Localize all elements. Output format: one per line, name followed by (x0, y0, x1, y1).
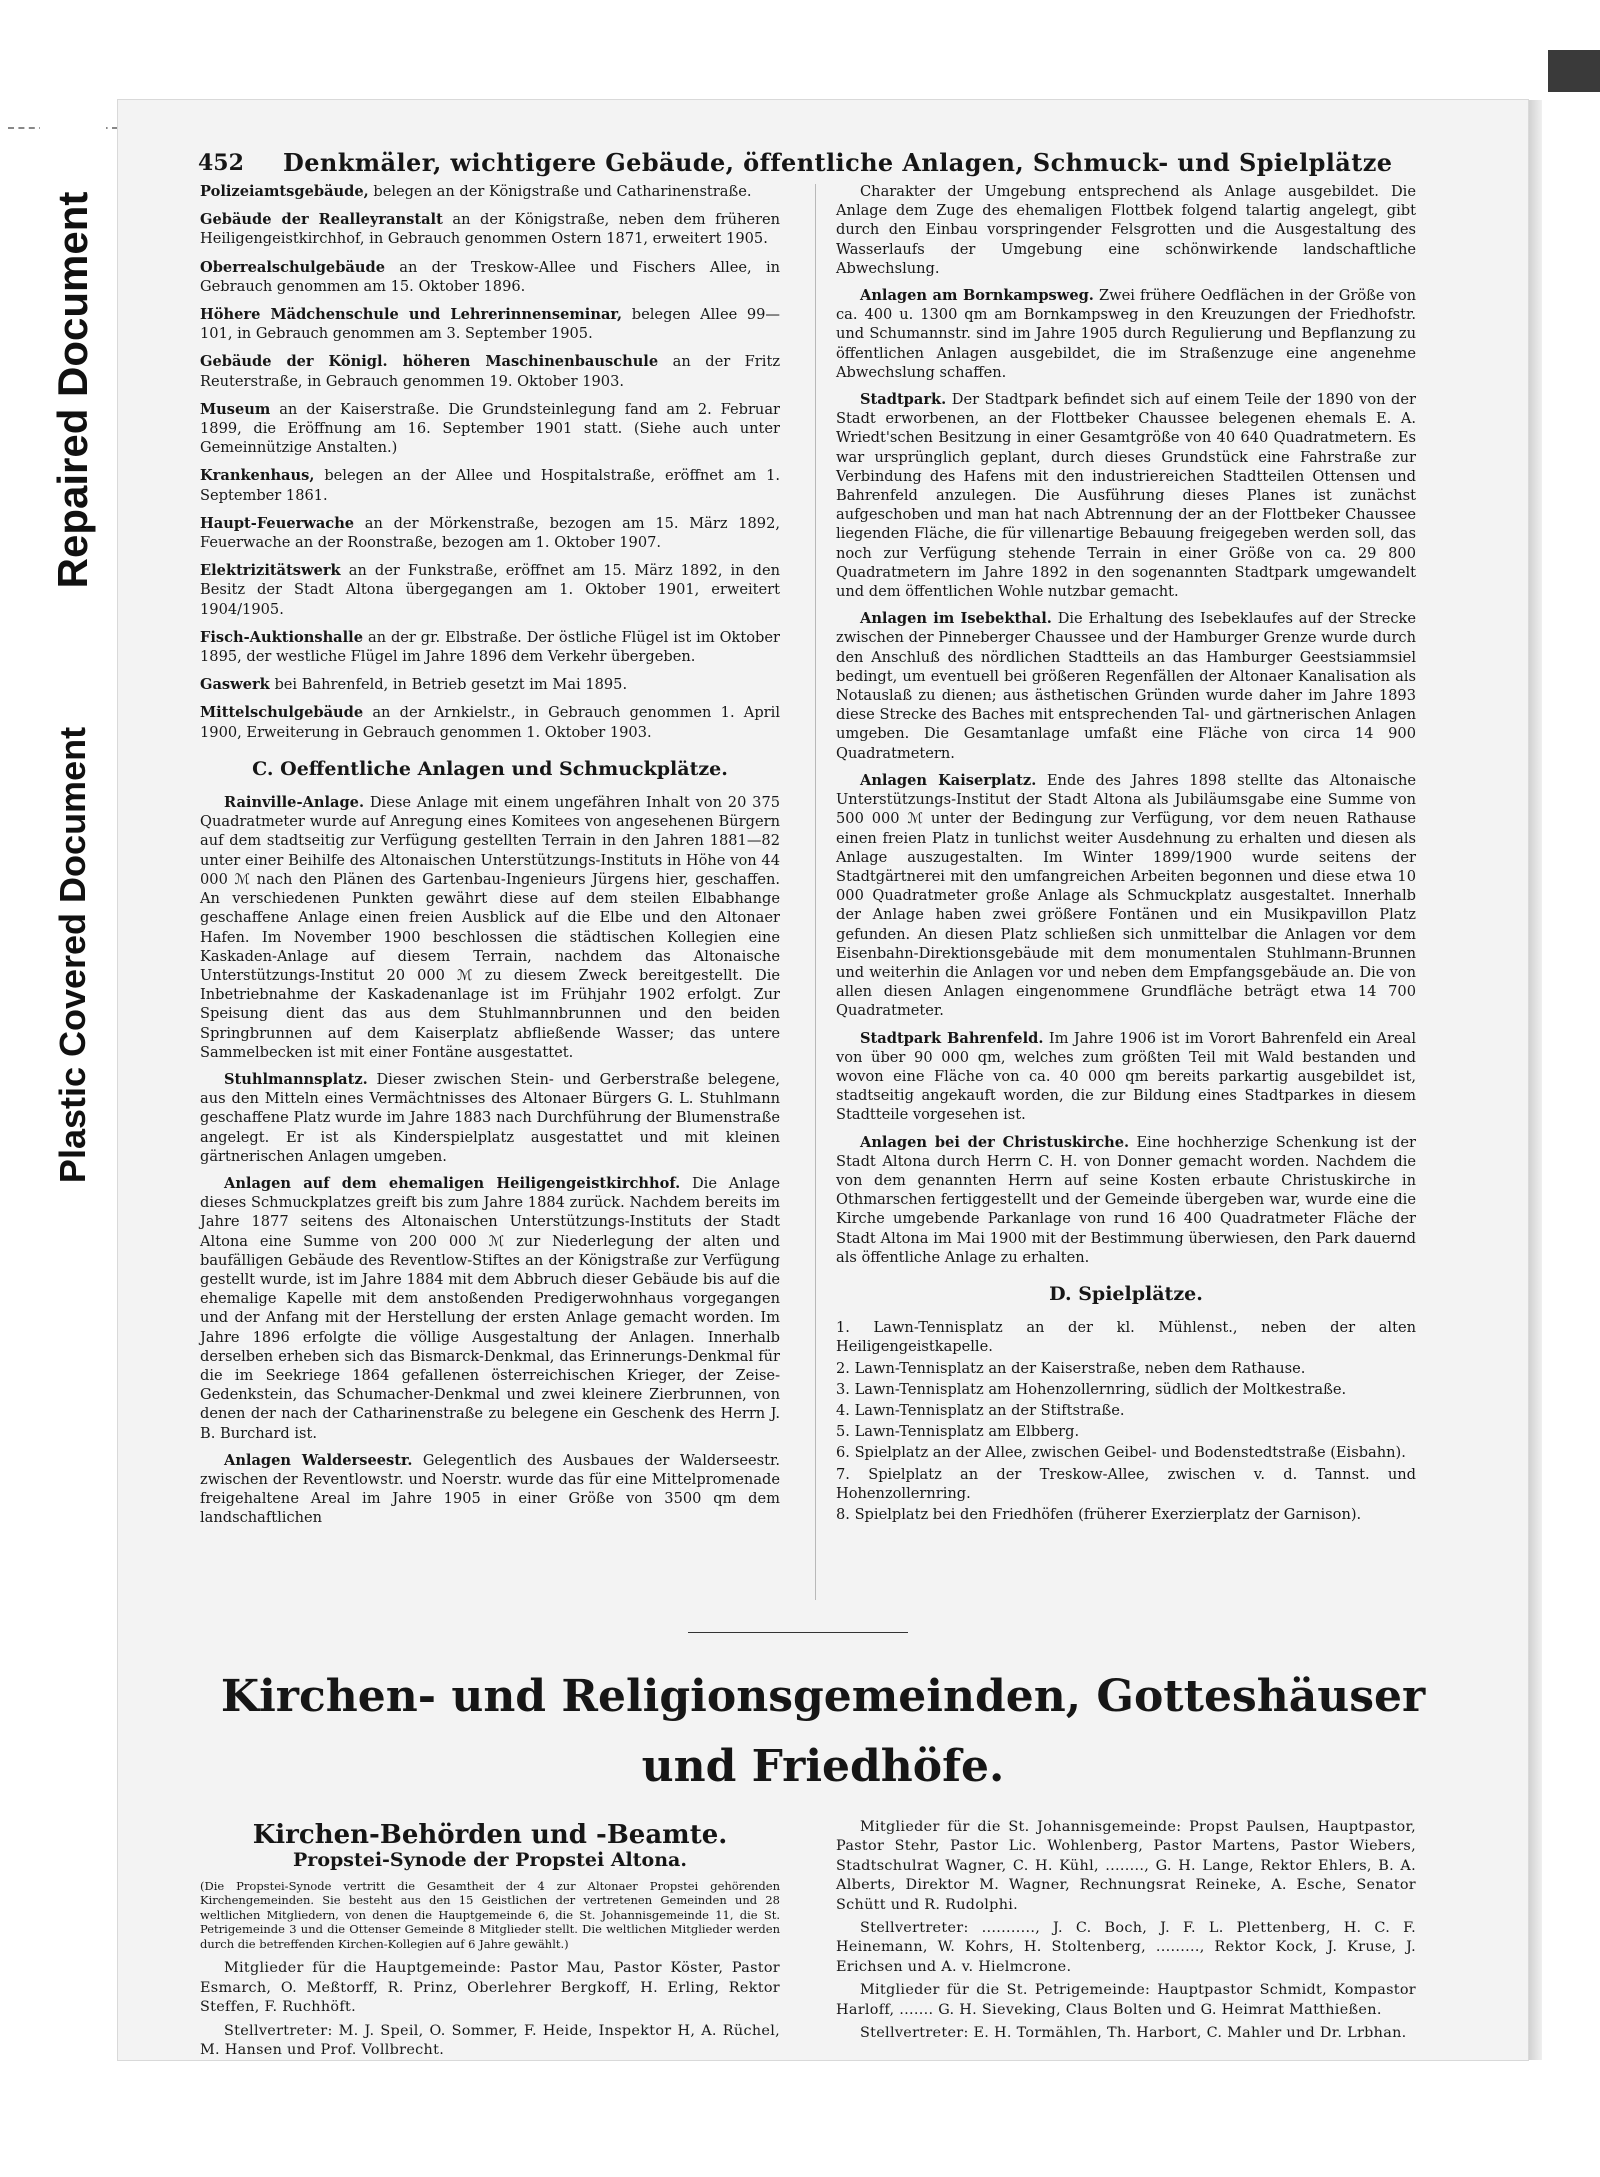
anlage-paragraph-head: Anlagen am Bornkampsweg. (860, 287, 1094, 305)
building-entry (200, 182, 780, 201)
anlage-paragraph-head: Anlagen Kaiserplatz. (860, 771, 1037, 789)
subheading-authorities: Kirchen-Behörden und -Beamte. (252, 1820, 728, 1850)
building-entry-text: an der Arnkielstr., in Gebrauch genommen 1. April 1900, Erweiterung in Gebrauch genommen 1. Oktober 1903. (200, 704, 780, 741)
building-entry-head: Krankenhaus, (200, 467, 315, 485)
plastic-covered-label: Plastic Covered Document (52, 726, 93, 1184)
playground-item: 8. Spielplatz bei den Friedhöfen (früherer Exerzierplatz der Garnison). (836, 1506, 1362, 1523)
building-entry-text: an der Kaiserstraße. Die Grundsteinlegung fand am 2. Februar 1899, die Eröffnung am 16. September 1901 statt. (Siehe auch unter Gemeinnützige Anstalten.) (200, 400, 781, 457)
building-entry (200, 628, 780, 666)
anlage-paragraph (836, 771, 1416, 1021)
building-entry-head: Polizeiamtsgebäude, (200, 183, 369, 200)
right-column (836, 182, 1416, 1526)
anlagen-paragraphs (836, 182, 1416, 1267)
page-header (198, 144, 1448, 180)
playground-item: 1. Lawn-Tennisplatz an der kl. Mühlenst., neben der alten Heiligengeistkapelle. (836, 1319, 1416, 1356)
building-entries (200, 182, 780, 742)
building-entry-head: Haupt-Feuerwache (200, 514, 355, 532)
section-rule (688, 1632, 908, 1633)
member-list: Mitglieder für die Hauptgemeinde: Pastor Mau, Pastor Köster, Pastor Esmarch, O. Meßtorff, R. Prinz, Oberlehrer Bergkoff, H. Erling, Rektor Steffen, F. Ruchhöft. (200, 1960, 780, 2016)
chapter-title-line-2: und Friedhöfe. (641, 1741, 1005, 1792)
anlage-paragraph (836, 286, 1416, 382)
left-column (200, 182, 780, 1536)
building-entry-text: belegen an der Königstraße und Catharinenstraße. (373, 183, 752, 200)
playground-item: 7. Spielplatz an der Treskow-Allee, zwischen v. d. Tannst. und Hohenzollernring. (836, 1465, 1416, 1502)
bottom-right-column (836, 1818, 1416, 2047)
anlage-paragraph-head: Anlagen im Isebekthal. (860, 610, 1052, 628)
building-entry-text: an der gr. Elbstraße. Der östliche Flügel ist im Oktober 1895, der westliche Flügel im Jahre 1896 dem Verkehr übergeben. (200, 628, 781, 666)
building-entry-text: bei Bahrenfeld, in Betrieb gesetzt im Mai 1895. (274, 676, 628, 694)
playground-item: 4. Lawn-Tennisplatz an der Stiftstraße. (836, 1401, 1125, 1419)
scan-background (0, 0, 1600, 50)
anlage-paragraph (200, 1451, 780, 1528)
anlage-paragraph (200, 1070, 780, 1166)
anlage-paragraph-text: Eine hochherzige Schenkung ist der Stadt Altona durch Herrn C. H. von Donner gemacht worden. Nachdem die von dem genannten Herrn auf seine Kosten erbaute Christuskirche in Othmarschen fertiggestellt und der Gemeinde übergeben war, wurde eine die Kirche umgebende Parkanlage von rund 16 400 Quadratmeter Fläche der Stadt Altona im Mai 1900 mit der Bestimmung überwiesen, den Park dauernd als öffentliche Anlage zu erhalten. (836, 1133, 1416, 1266)
member-list: Stellvertreter: E. H. Tormählen, Th. Harbort, C. Mahler und Dr. Lrbhan. (860, 2025, 1407, 2042)
chapter-title-line-1: Kirchen- und Religionsgemeinden, Gotteshäuser (220, 1671, 1426, 1722)
anlage-paragraph-head: Stadtpark Bahrenfeld. (860, 1029, 1044, 1047)
playground-item: 6. Spielplatz an der Allee, zwischen Geibel- und Bodenstedtstraße (Eisbahn). (836, 1444, 1406, 1462)
section-c-paragraphs (200, 793, 780, 1528)
anlage-paragraph (200, 1174, 780, 1443)
anlage-paragraph-text: Ende des Jahres 1898 stellte das Altonaische Unterstützungs-Institut der Stadt Altona als Jubiläumsgabe eine Summe von 500 000 ℳ unter der Bedingung zur Verfügung, vor dem neuen Rathause einen freien Platz in tunlichst weiter Ausdehnung zu erhalten und diesen als Anlage auszugestalten. Im Winter 1899/1900 wurde seitens der Stadtgärtnerei mit den umfangreichen Arbeiten begonnen und diese etwa 10 000 Quadratmeter große Anlage als Schmuckplatz ausgestaltet. Innerhalb der Anlage haben zwei größere Fontänen und ein Musikpavillon Platz gefunden. An diesen Platz schließen sich unmittelbar die Anlagen vor dem Eisenbahn-Direktionsgebäude mit dem monumentalen Stuhlmann-Brunnen und weiterhin die Anlagen vor und neben dem Empfangsgebäude an. Die von allen diesen Anlagen eingenommene Grundfläche beträgt etwa 14 700 Quadratmeter. (836, 771, 1416, 1020)
member-list: Mitglieder für die St. Petrigemeinde: Hauptpastor Schmidt, Kompastor Harloff, ....... G. H. Sieveking, Claus Bolten und G. Heimrat Matthießen. (836, 1982, 1416, 2018)
anlage-paragraph-text: Die Erhaltung des Isebeklaufes auf der Strecke zwischen der Pinneberger Chaussee und der Hamburger Grenze wurde durch den Anschluß des nördlichen Stadtteils an das Hamburger Geestsiammsiel bedingt, um eventuell bei größeren Regenfällen der Altonaer Kanalisation als Notauslaß zu dienen; aus ästhetischen Gründen wurde daher im Jahre 1893 diese Strecke des Baches mit entsprechenden Tal- und gärtnerischen Anlagen umgeben. Die Gesamtanlage umfaßt eine Fläche von circa 14 900 Quadratmetern. (836, 610, 1416, 762)
building-entry-head: Höhere Mädchenschule und Lehrerinnenseminar, (200, 306, 623, 324)
subheading-synod: Propstei-Synode der Propstei Altona. (293, 1849, 687, 1872)
page-number: 452 (198, 150, 244, 176)
right-members (836, 1818, 1416, 2043)
left-members (200, 1959, 780, 2060)
building-entry-text: an der Funkstraße, eröffnet am 15. März 1892, in den Besitz der Stadt Altona übergegangen am 1. Oktober 1901, erweitert 1904/1905. (200, 562, 781, 618)
anlage-paragraph-head: Stadtpark. (860, 391, 947, 409)
anlage-paragraph-text: Die Anlage dieses Schmuckplatzes greift bis zum Jahre 1884 zurück. Nachdem bereits im Jahre 1877 seitens des Altonaischen Unterstützungs-Instituts der Stadt Altona eine Summe von 200 000 ℳ zur Niederlegung der alten und baufälligen Gebäude des Reventlow-Stiftes an der Königstraße zur Verfügung gestellt wurde, ist im Jahre 1884 mit dem Abbruch dieser Gebäude bis auf die ehemalige Kapelle mit dem anstoßenden Predigerwohnhaus vorgegangen und der Anfang mit der Herstellung der ersten Anlage gemacht worden. Im Jahre 1896 erfolgte die völlige Ausgestaltung der Anlagen. Innerhalb derselben erheben sich das Bismarck-Denkmal, das Erinnerungs-Denkmal für die im Seekriege 1864 gefallenen österreichischen Krieger, der Zeise-Gedenkstein, das Schumacher-Denkmal und zwei kleinere Zierbrunnen, von denen der nach der Catharinenstraße zu belegene ein Geschenk des Herrn J. B. Burchard ist. (200, 1174, 780, 1442)
anlage-paragraph (836, 182, 1416, 278)
repaired-document-label: Repaired Document (49, 191, 96, 589)
member-list: Mitglieder für die St. Johannisgemeinde: Propst Paulsen, Hauptpastor, Pastor Stehr, Pastor Lic. Wohlenberg, Pastor Martens, Pastor Wiebers, Stadtschulrat Wagner, C. H. Kühl, ........, G. H. Lange, Rektor Ehlers, B. A. Alberts, Direktor M. Wagner, Rechnungsrat Reineke, A. Esche, Senator Schütt und R. Rudolphi. (836, 1819, 1416, 1913)
building-entry-head: Fisch-Auktionshalle (200, 628, 364, 646)
building-entry-text: an der Treskow-Allee und Fischers Allee, in Gebrauch genommen am 15. Oktober 1896. (200, 258, 781, 295)
plastic-covered-tab (40, 680, 106, 1230)
building-entry (200, 210, 780, 248)
building-entry-text: an der Fritz Reuterstraße, in Gebrauch genommen 19. Oktober 1903. (200, 353, 781, 390)
page-edge-shadow (1528, 100, 1542, 2060)
anlage-paragraph-text: Der Stadtpark befindet sich auf einem Teile der 1890 von der Stadt erworbenen, an der Flottbeker Chaussee belegenen ehemals E. A. Wriedt'schen Besitzung in einer Gesamtgröße von 40 640 Quadratmetern. Es war ursprünglich geplant, durch dieses Grundstück eine Fahrstraße zur Verbindung des Hafens mit den industriereichen Stadtteilen Ottensen und Bahrenfeld anzulegen. Die Ausführung dieses Planes ist zunächst aufgeschoben und man hat nach Abtrennung der an der Flottbeker Chaussee liegenden Fläche, die für villenartige Bebauung freigegeben werden soll, das noch zur Verfügung stehende Terrain in einer Größe von ca. 29 800 Quadratmetern im Jahre 1892 in den sogenannten Stadtpark umgewandelt und dem öffentlichen Wohle nutzbar gemacht. (836, 391, 1416, 601)
building-entry-head: Gebäude der Königl. höheren Maschinenbauschule (200, 353, 659, 371)
anlage-paragraph-text: Diese Anlage mit einem ungefähren Inhalt von 20 375 Quadratmeter wurde auf Anregung eines Komitees von angesehenen Bürgern auf dem stadtseitig zur Verfügung gestellten Terrain in den Jahren 1881—82 unter einer Beihilfe des Altonaischen Unterstützungs-Instituts in Höhe von 44 000 ℳ nach den Plänen des Gartenbau-Ingenieurs Jürgens hier, geschaffen. An verschiedenen Punkten gewährt diese auf dem steilen Elbabhange geschaffene Anlage einen freien Ausblick auf die Elbe und den Altonaer Hafen. Im November 1900 beschlossen die städtischen Kollegien eine Kaskaden-Anlage auf diesem Terrain, nachdem das Altonaische Unterstützungs-Institut 20 000 ℳ zu diesem Zweck bereitgestellt. Die Inbetriebnahme der Kaskadenanlage ist im Frühjahr 1902 erfolgt. Zur Speisung dient das aus dem Stuhlmannbrunnen und den beiden Springbrunnen auf dem Kaiserplatz abfließende Wasser; das untere Sammelbecken ist mit einer Fontäne ausgestattet. (200, 794, 781, 1061)
building-entry (200, 561, 780, 619)
anlage-paragraph (836, 1029, 1416, 1125)
anlage-paragraph (836, 1133, 1416, 1267)
building-entry-head: Gaswerk (200, 676, 270, 694)
scan-corner-mark (1548, 50, 1600, 92)
anlage-paragraph-head: Anlagen Walderseestr. (224, 1451, 413, 1469)
building-entry-head: Oberrealschulgebäude (200, 258, 385, 276)
anlage-paragraph (200, 793, 780, 1062)
column-divider (815, 184, 816, 1600)
anlage-paragraph-head: Anlagen bei der Christuskirche. (860, 1133, 1130, 1151)
bottom-left-column (200, 1818, 780, 2064)
anlage-paragraph-text: Dieser zwischen Stein- und Gerberstraße belegene, aus den Mitteln eines Vermächtnisses des Altonaer Bürgers G. L. Stuhlmann geschaffene Platz wurde im Jahre 1883 nach Durchführung der Blumenstraße angelegt. Er ist als Kinderspielplatz ausgestattet und mit kleinen gärtnerischen Anlagen umgeben. (200, 1070, 780, 1165)
building-entry-text: an der Mörkenstraße, bezogen am 15. März 1892, Feuerwache an der Roonstraße, bezogen am 1. Oktober 1907. (200, 514, 780, 552)
building-entry-head: Mittelschulgebäude (200, 704, 364, 722)
building-entry (200, 352, 780, 390)
repaired-document-tab (40, 120, 106, 660)
anlage-paragraph-text: Gelegentlich des Ausbaues der Walderseestr. zwischen der Reventlowstr. und Noerstr. wurde das für eine Mittelpromenade freigehaltene Areal im Jahre 1905 in einer Größe von 3500 qm dem landschaftlichen (200, 1451, 781, 1527)
building-entry-text: an der Königstraße, neben dem früheren Heiligengeistkirchhof, in Gebrauch genommen Ostern 1871, erweitert 1905. (200, 211, 781, 248)
member-list: Stellvertreter: M. J. Speil, O. Sommer, F. Heide, Inspektor H, A. Rüchel, M. Hansen und Prof. Vollbrecht. (200, 2022, 780, 2058)
building-entry-text: belegen an der Allee und Hospitalstraße, eröffnet am 1. September 1861. (200, 467, 780, 504)
anlage-paragraph-head: Anlagen auf dem ehemaligen Heiligengeistkirchhof. (224, 1174, 681, 1192)
building-entry (200, 675, 780, 694)
anlage-paragraph-text: Charakter der Umgebung entsprechend als Anlage ausgebildet. Die Anlage dem Zuge des ehemaligen Flottbek folgend talartig angelegt, gibt durch den Einbau vorspringender Felsgrotten und die Ausgestaltung des Wasserlaufs der Umgebung eine schönwirkende landschaftliche Abwechslung. (836, 183, 1416, 277)
member-list: Stellvertreter: ..........., J. C. Boch, J. F. L. Plettenberg, H. C. F. Heinemann, W. Kohrs, H. Stoltenberg, ........., Rektor Kock, J. Kruse, J. Erichsen und A. v. Hielmcrone. (836, 1920, 1416, 1975)
playground-item: 2. Lawn-Tennisplatz an der Kaiserstraße, neben dem Rathause. (836, 1359, 1306, 1377)
chapter-title (198, 1662, 1448, 1802)
anlage-paragraph-text: Zwei frühere Oedflächen in der Größe von ca. 400 u. 1300 qm am Bornkampsweg in den Kreuzungen der Friedhofstr. und Schumannstr. sind im Jahre 1905 durch Regulierung und Bepflanzung zu öffentlichen Anlagen ausgebildet, die im Straßenzuge eine angenehme Abwechslung schaffen. (836, 287, 1416, 381)
building-entry-head: Museum (200, 400, 271, 418)
building-entry (200, 258, 780, 296)
document-page (118, 100, 1528, 2060)
synod-note: (Die Propstei-Synode vertritt die Gesamtheit der 4 zur Altonaer Propstei gehörenden Kirchengemeinden. Sie besteht aus den 15 Geistlichen der vertretenen Gemeinden und 28 weltlichen Mitgliedern, von denen die Hauptgemeinde 6, die St. Johannisgemeinde 11, die St. Petrigemeinde 3 und die Ottenser Gemeinde 8 Mitglieder stellt. Die weltlichen Mitglieder werden durch die betreffenden Kirchen-Kollegien auf 6 Jahre gewählt.) (200, 1878, 780, 1951)
anlage-paragraph-text: Im Jahre 1906 ist im Vorort Bahrenfeld ein Areal von über 90 000 qm, welches zum größten Teil mit Wald bestanden und wovon eine Fläche von ca. 40 000 qm bereits parkartig ausgebildet ist, stadtseitig angekauft worden, die zur Bildung eines Stadtparkes in diesem Stadtteile vorgesehen ist. (836, 1029, 1417, 1124)
building-entry (200, 400, 780, 458)
building-entry (200, 305, 780, 343)
side-label-strip (40, 120, 106, 1230)
playground-item: 5. Lawn-Tennisplatz am Elbberg. (836, 1423, 1080, 1441)
running-title: Denkmäler, wichtigere Gebäude, öffentliche Anlagen, Schmuck- und Spielplätze (283, 148, 1393, 177)
playground-list (836, 1318, 1416, 1524)
building-entry-text: belegen Allee 99—101, in Gebrauch genommen am 3. September 1905. (200, 306, 781, 343)
anlage-paragraph-head: Rainville-Anlage. (224, 794, 365, 812)
anlage-paragraph (836, 609, 1416, 763)
section-d-heading: D. Spielplätze. (1049, 1282, 1203, 1305)
section-c-heading: C. Oeffentliche Anlagen und Schmuckplätze. (252, 757, 728, 780)
building-entry-head: Elektrizitätswerk (200, 562, 341, 580)
anlage-paragraph (836, 390, 1416, 601)
building-entry (200, 514, 780, 552)
building-entry (200, 703, 780, 741)
playground-item: 3. Lawn-Tennisplatz am Hohenzollernring, südlich der Moltkestraße. (836, 1380, 1347, 1398)
building-entry-head: Gebäude der Realleyranstalt (200, 211, 443, 229)
building-entry (200, 466, 780, 504)
anlage-paragraph-head: Stuhlmannsplatz. (224, 1070, 368, 1088)
